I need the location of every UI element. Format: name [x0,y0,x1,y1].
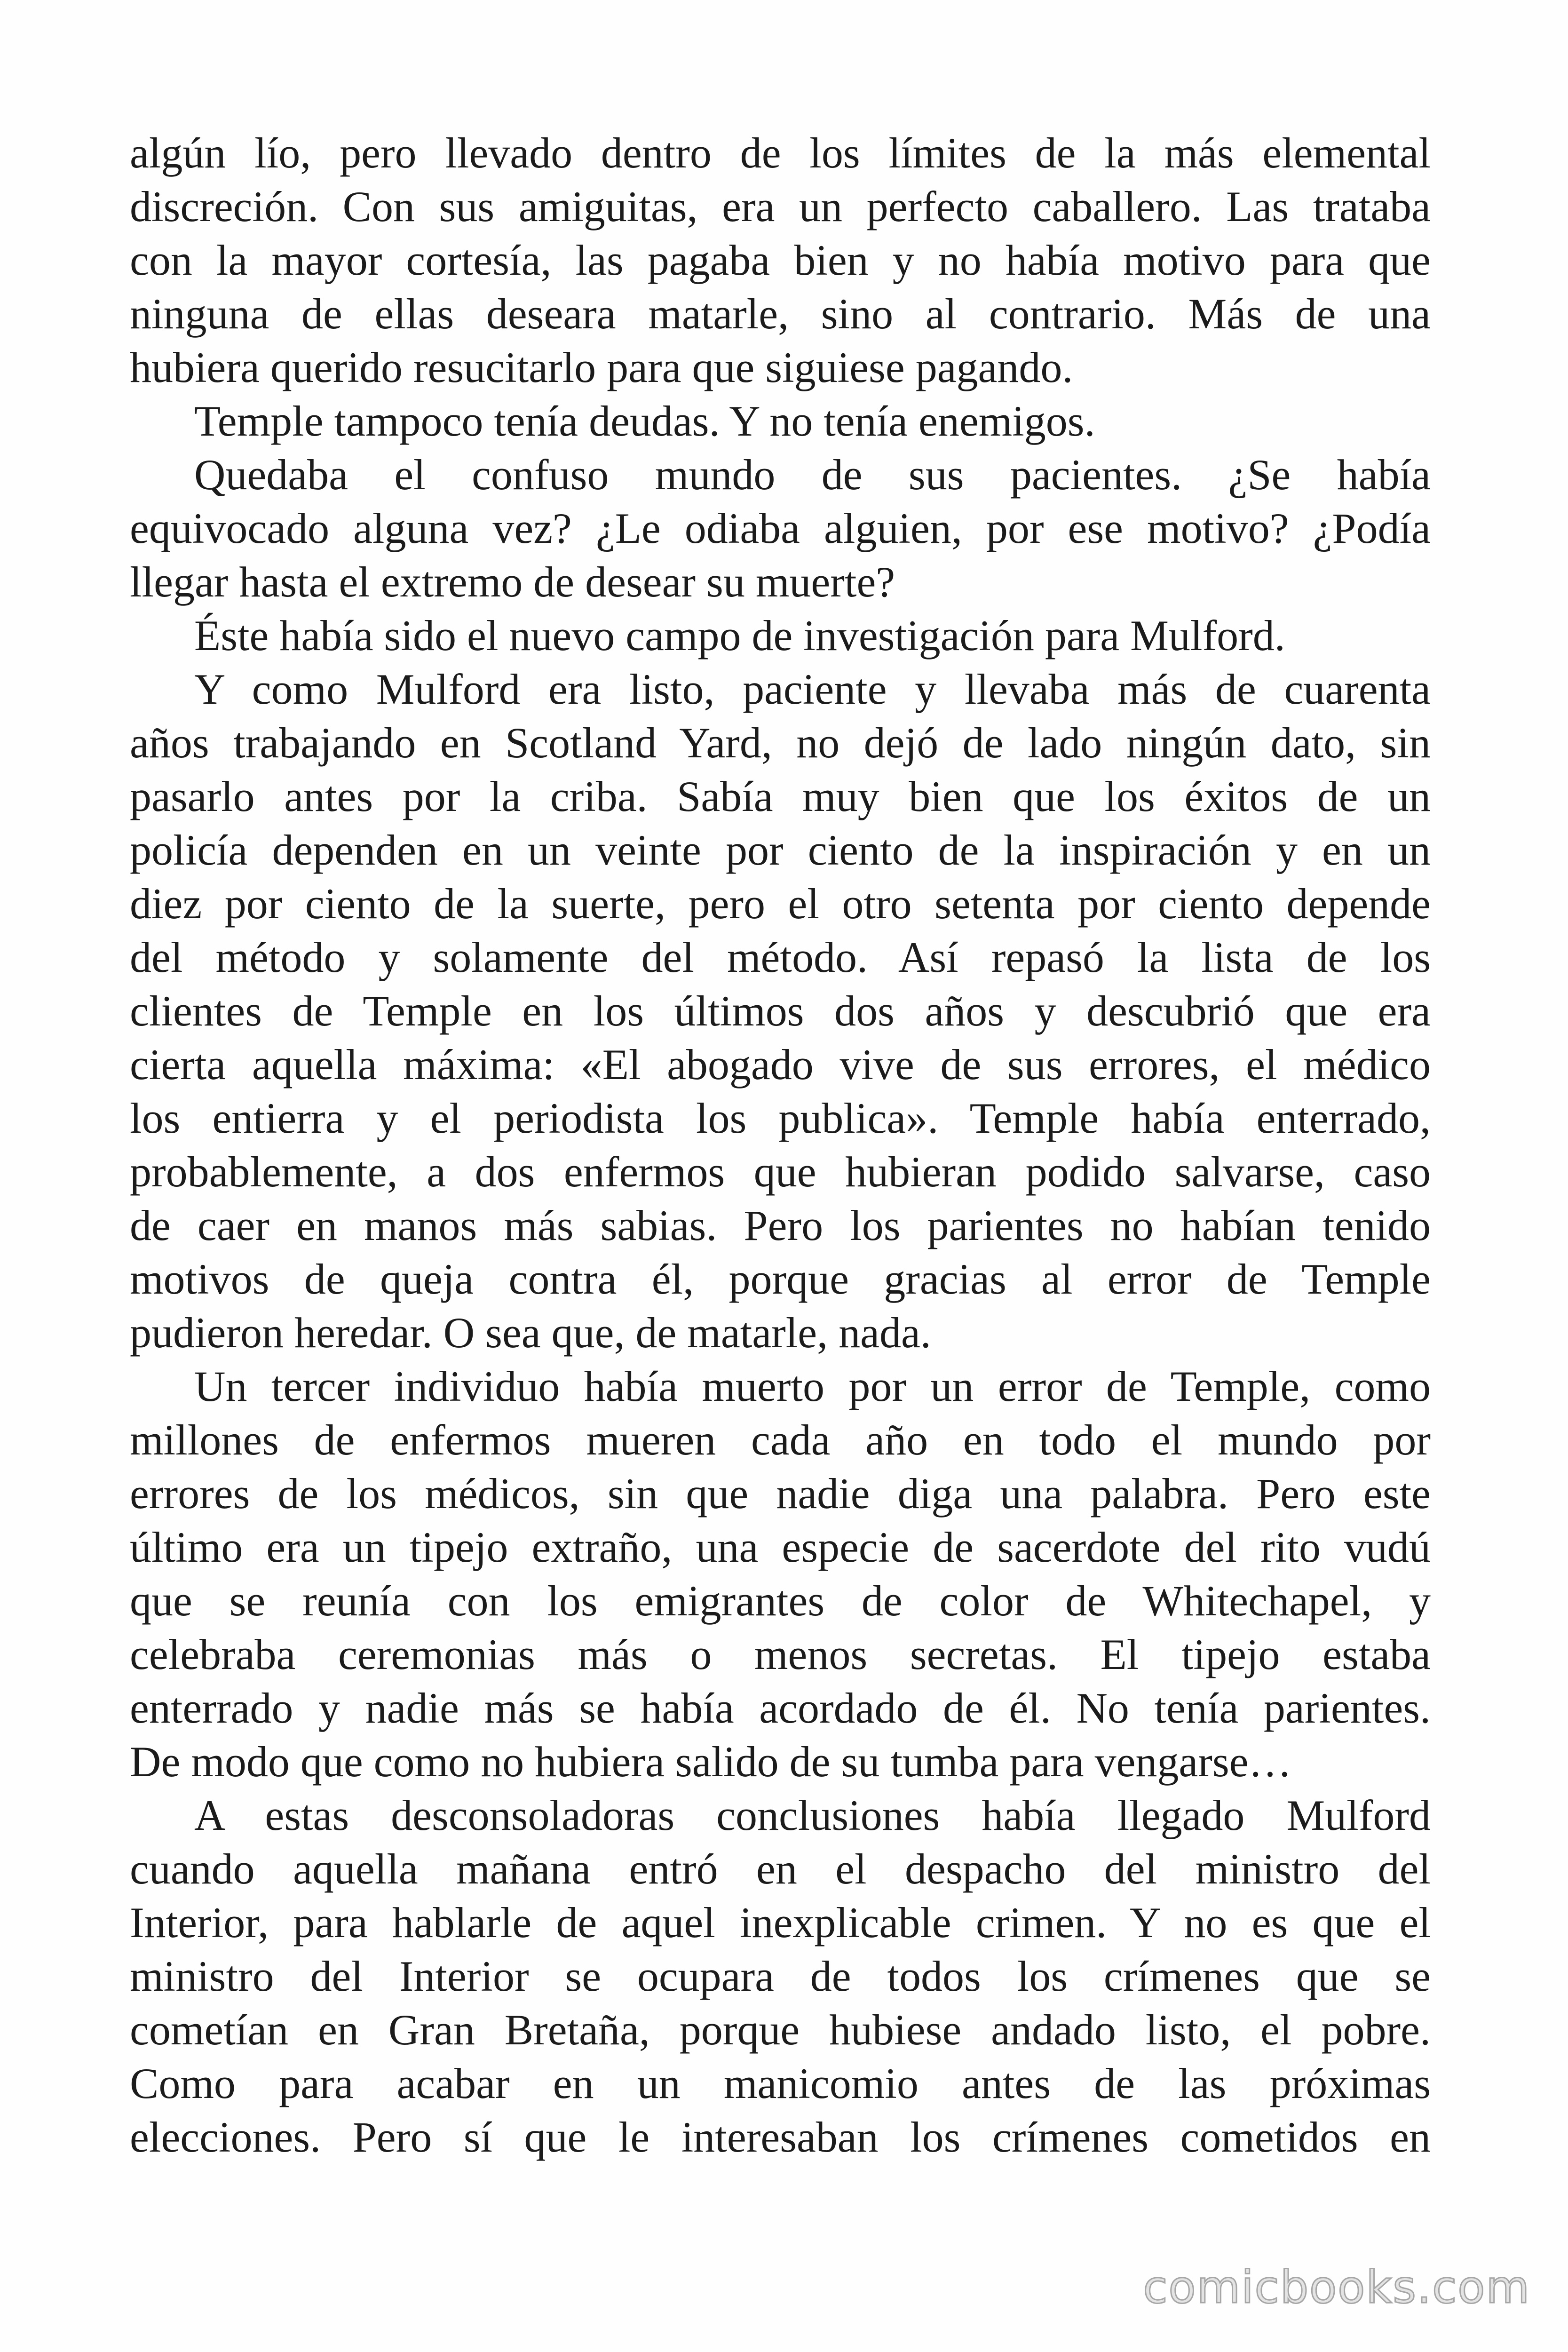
body-text [130,126,1431,2164]
text-line: elecciones. Pero sí que le interesaban los crímenes cometidos en [130,2113,1431,2161]
text-line: equivocado alguna vez? ¿Le odiaba alguien, por ese motivo? ¿Podía [130,504,1431,552]
text-line: Temple tampoco tenía deudas. Y no tenía enemigos. [194,397,1095,445]
paragraph [130,1788,1431,2164]
text-line: Y como Mulford era listo, paciente y llevaba más de cuarenta [194,665,1431,713]
text-line: probablemente, a dos enfermos que hubieran podido salvarse, caso [130,1148,1431,1196]
text-line: discreción. Con sus amiguitas, era un perfecto caballero. Las trataba [130,183,1431,230]
paragraph [130,448,1431,609]
text-line: pasarlo antes por la criba. Sabía muy bien que los éxitos de un [130,772,1431,820]
text-line: Interior, para hablarle de aquel inexplicable crimen. Y no es que el [130,1899,1431,1947]
text-line: millones de enfermos mueren cada año en todo el mundo por [130,1416,1431,1464]
text-line: Éste había sido el nuevo campo de investigación para Mulford. [194,612,1285,660]
text-line: clientes de Temple en los últimos dos años y descubrió que era [130,987,1431,1035]
text-line: A estas desconsoladoras conclusiones había llegado Mulford [194,1791,1431,1839]
text-line: los entierra y el periodista los publica». Temple había enterrado, [130,1094,1431,1142]
text-line: De modo que como no hubiera salido de su tumba para vengarse… [130,1738,1292,1786]
text-line: ministro del Interior se ocupara de todos los crímenes que se [130,1952,1431,2000]
text-line: policía dependen en un veinte por ciento de la inspiración y en un [130,826,1431,874]
text-line: hubiera querido resucitarlo para que siguiese pagando. [130,343,1073,391]
text-line: de caer en manos más sabias. Pero los parientes no habían tenido [130,1201,1431,1249]
text-line: años trabajando en Scotland Yard, no dejó de lado ningún dato, sin [130,719,1431,767]
text-line: llegar hasta el extremo de desear su muerte? [130,558,895,606]
paragraph [130,662,1431,1359]
text-line: algún lío, pero llevado dentro de los límites de la más elemental [130,129,1431,177]
watermark: comicbooks.com [1143,2262,1530,2313]
text-line: ninguna de ellas deseara matarle, sino al contrario. Más de una [130,290,1431,338]
paragraph [130,394,1431,448]
text-line: enterrado y nadie más se había acordado de él. No tenía parientes. [130,1684,1431,1732]
text-line: cuando aquella mañana entró en el despacho del ministro del [130,1845,1431,1893]
text-line: diez por ciento de la suerte, pero el otro setenta por ciento depende [130,880,1431,928]
text-line: que se reunía con los emigrantes de color de Whitechapel, y [130,1577,1431,1625]
text-line: cometían en Gran Bretaña, porque hubiese andado listo, el pobre. [130,2006,1431,2054]
text-line: Como para acabar en un manicomio antes de las próximas [130,2059,1431,2107]
text-line: Quedaba el confuso mundo de sus pacientes. ¿Se había [194,451,1431,499]
text-line: errores de los médicos, sin que nadie diga una palabra. Pero este [130,1470,1431,1518]
text-line: motivos de queja contra él, porque gracias al error de Temple [130,1255,1431,1303]
text-line: Un tercer individuo había muerto por un error de Temple, como [194,1362,1431,1410]
text-line: pudieron heredar. O sea que, de matarle, nada. [130,1309,931,1357]
text-line: último era un tipejo extraño, una especie de sacerdote del rito vudú [130,1523,1431,1571]
text-line: cierta aquella máxima: «El abogado vive de sus errores, el médico [130,1041,1431,1089]
paragraph [130,1359,1431,1788]
text-line: con la mayor cortesía, las pagaba bien y no había motivo para que [130,236,1431,284]
text-line: celebraba ceremonias más o menos secretas. El tipejo estaba [130,1630,1431,1678]
paragraph [130,126,1431,394]
text-line: del método y solamente del método. Así repasó la lista de los [130,933,1431,981]
paragraph [130,609,1431,662]
